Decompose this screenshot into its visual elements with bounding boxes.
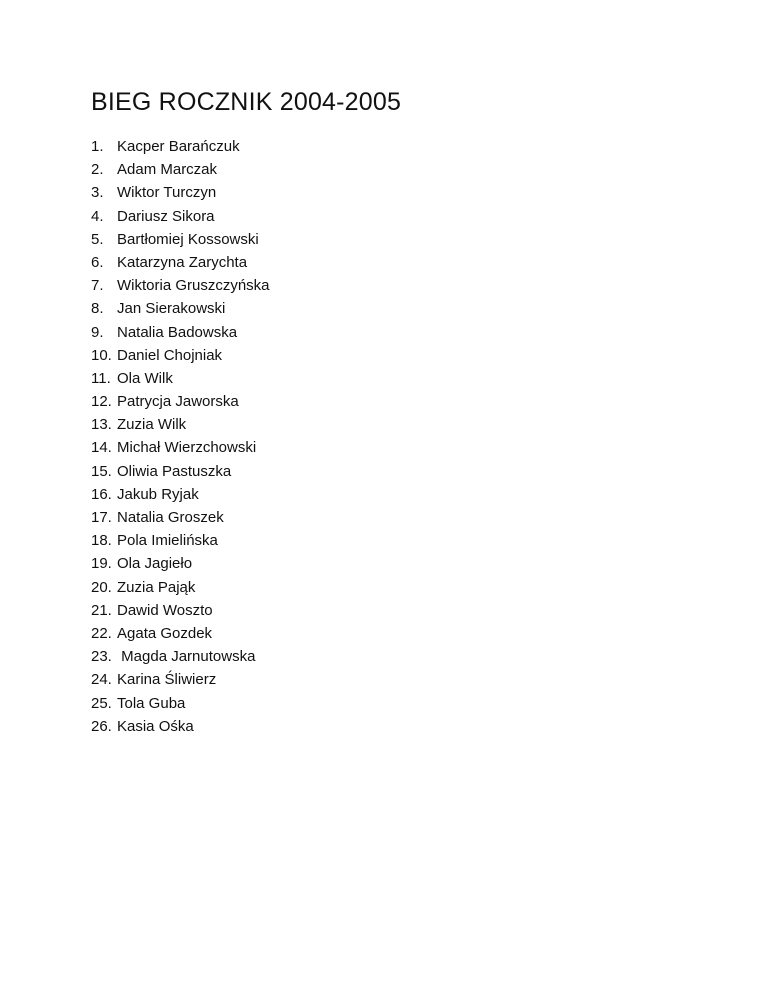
list-item <box>91 552 270 575</box>
list-item-name: Tola Guba <box>117 694 186 712</box>
list-item <box>91 622 270 645</box>
list-item-number: 1. <box>91 138 104 155</box>
list-item-name: Patrycja Jaworska <box>117 393 239 411</box>
list-item <box>91 599 270 622</box>
participant-list <box>91 135 270 738</box>
list-item <box>91 460 270 483</box>
list-item-number: 13. <box>91 416 112 434</box>
list-item <box>91 390 270 413</box>
list-item-name: Ola Jagieło <box>117 555 193 573</box>
list-item <box>91 321 270 344</box>
list-item <box>91 576 270 599</box>
list-item-number: 7. <box>91 277 104 295</box>
list-item-number: 23. <box>91 648 112 666</box>
list-item <box>91 251 270 274</box>
list-item-name: Wiktoria Gruszczyńska <box>117 277 270 295</box>
list-item <box>91 274 270 297</box>
list-item-number: 19. <box>91 555 112 573</box>
list-item-number: 8. <box>91 300 104 318</box>
list-item-name: Katarzyna Zarychta <box>117 253 248 271</box>
list-item <box>91 668 270 691</box>
list-item-name: Oliwia Pastuszka <box>117 462 232 480</box>
list-item <box>91 181 270 204</box>
list-item-name: Dariusz Sikora <box>117 207 215 225</box>
list-item <box>91 158 270 181</box>
list-item-number: 21. <box>91 601 112 619</box>
list-item <box>91 367 270 390</box>
list-item-name: Dawid Woszto <box>117 601 213 619</box>
list-item-name: Zuzia Pająk <box>117 578 196 596</box>
list-item-number: 14. <box>91 439 112 457</box>
list-item-name: Karina Śliwierz <box>117 671 217 689</box>
list-item-number: 22. <box>91 624 112 642</box>
list-item-name: Natalia Badowska <box>117 323 238 341</box>
list-item-number: 20. <box>91 578 112 596</box>
list-item-number: 18. <box>91 532 112 550</box>
list-item-number: 3. <box>91 184 104 202</box>
list-item-name: Magda Jarnutowska <box>117 648 256 666</box>
list-item <box>91 436 270 459</box>
list-item-number: 4. <box>91 207 104 225</box>
document-title: BIEG ROCZNIK 2004-2005 <box>91 88 402 116</box>
list-item <box>91 297 270 320</box>
list-item-number: 25. <box>91 694 112 712</box>
list-item <box>91 692 270 715</box>
list-item <box>91 506 270 529</box>
list-item-number: 11. <box>91 369 111 387</box>
list-item-name: Zuzia Wilk <box>117 416 187 434</box>
list-item-name: Jan Sierakowski <box>117 300 226 318</box>
list-item <box>91 228 270 251</box>
list-item-name: Ola Wilk <box>117 369 173 387</box>
list-item-name: Kasia Ośka <box>117 717 194 735</box>
list-item-number: 6. <box>91 253 104 271</box>
list-item <box>91 529 270 552</box>
list-item-name: Agata Gozdek <box>117 624 213 642</box>
list-item <box>91 205 270 228</box>
list-item-number: 16. <box>91 485 112 503</box>
list-item-number: 10. <box>91 346 112 364</box>
list-item <box>91 715 270 738</box>
list-item-name: Kacper Barańczuk <box>117 138 240 155</box>
list-item <box>91 135 270 158</box>
list-item-number: 26. <box>91 717 112 735</box>
list-item-number: 5. <box>91 230 104 248</box>
list-item <box>91 645 270 668</box>
list-item-name: Natalia Groszek <box>117 509 224 526</box>
list-item-name: Adam Marczak <box>117 161 218 179</box>
list-item-number: 24. <box>91 671 112 689</box>
list-item-number: 17. <box>91 509 112 526</box>
list-item-name: Pola Imielińska <box>117 532 218 550</box>
list-item-name: Daniel Chojniak <box>117 346 223 364</box>
list-item-number: 2. <box>91 161 104 179</box>
list-item <box>91 483 270 506</box>
list-item-number: 12. <box>91 393 112 411</box>
list-item-number: 15. <box>91 462 112 480</box>
list-item-name: Jakub Ryjak <box>117 485 199 503</box>
list-item <box>91 344 270 367</box>
list-item-name: Bartłomiej Kossowski <box>117 230 259 248</box>
list-item-number: 9. <box>91 323 104 341</box>
list-item-name: Wiktor Turczyn <box>117 184 217 202</box>
list-item-name: Michał Wierzchowski <box>117 439 257 457</box>
list-item <box>91 413 270 436</box>
